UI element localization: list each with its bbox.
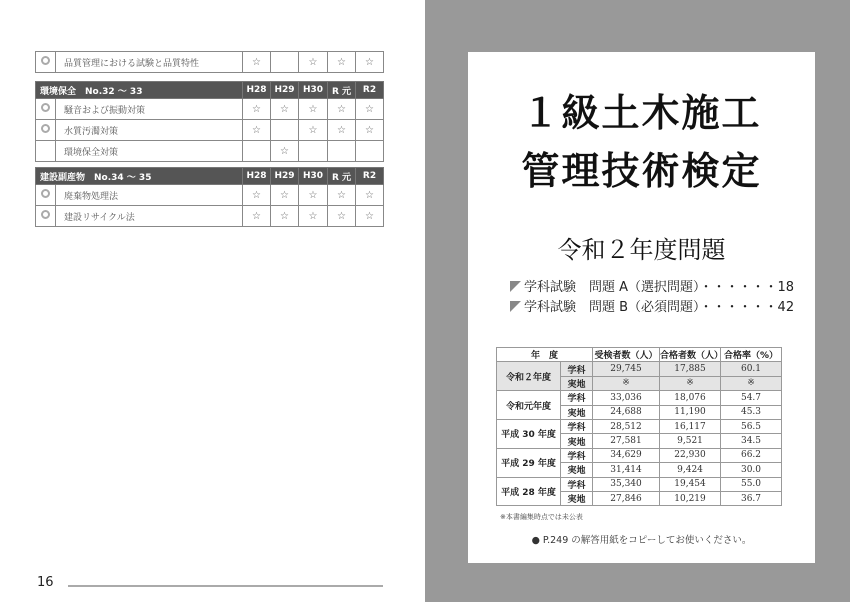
table-row [497, 362, 782, 376]
year-header: H28 [243, 82, 271, 99]
star-icon: ☆ [337, 124, 346, 136]
star-cell [243, 99, 271, 120]
table-row [497, 419, 782, 433]
year-cell: 平成 28 年度 [497, 477, 561, 506]
section-header [36, 168, 384, 185]
star-icon: ☆ [365, 124, 374, 136]
year-header: R2 [356, 82, 384, 99]
topic-table [35, 51, 384, 73]
passed-cell: 19,454 [660, 477, 721, 491]
examinees-cell: 31,414 [593, 463, 660, 477]
kind-cell: 実地 [561, 463, 593, 477]
star-cell [356, 52, 384, 73]
toc-label: 学科試験 問題 A（選択問題）・・・・・・18 [524, 280, 795, 295]
header-cell: 受検者数（人） [593, 348, 660, 362]
star-cell [328, 120, 356, 141]
rate-cell: 60.1 [721, 362, 782, 376]
star-cell [328, 185, 356, 206]
star-icon: ☆ [280, 189, 289, 201]
year-cell: 平成 30 年度 [497, 419, 561, 448]
star-cell [299, 52, 328, 73]
header-cell: 合格者数（人） [660, 348, 721, 362]
star-icon: ☆ [280, 103, 289, 115]
star-icon: ☆ [308, 124, 318, 136]
table-header [497, 348, 782, 362]
star-cell [328, 99, 356, 120]
star-icon: ☆ [252, 124, 261, 136]
circle-mark-icon [41, 189, 50, 198]
topic-title: 廃棄物処理法 [56, 185, 243, 206]
kind-cell: 実地 [561, 491, 593, 505]
examinees-cell: ※ [593, 376, 660, 390]
kind-cell: 学科 [561, 448, 593, 462]
section-header [36, 82, 384, 99]
star-cell [299, 206, 328, 227]
rate-cell: ※ [721, 376, 782, 390]
examinees-cell: 28,512 [593, 419, 660, 433]
topic-table [35, 167, 384, 227]
star-cell [356, 185, 384, 206]
section-title: 建設副産物 No.34 ～ 35 [36, 168, 243, 185]
table-row [497, 448, 782, 462]
toc-label: 学科試験 問題 B（必須問題）・・・・・・42 [524, 300, 795, 315]
star-cell [299, 99, 328, 120]
mark-cell [36, 120, 56, 141]
year-cell: 令和２年度 [497, 362, 561, 391]
passed-cell: 10,219 [660, 491, 721, 505]
header-cell: 合格率（%） [721, 348, 782, 362]
topic-row [36, 52, 384, 73]
star-icon: ☆ [252, 210, 261, 222]
topic-row [36, 120, 384, 141]
passed-cell: 22,930 [660, 448, 721, 462]
passed-cell: ※ [660, 376, 721, 390]
star-icon: ☆ [337, 56, 346, 68]
rate-cell: 54.7 [721, 391, 782, 405]
mark-cell [36, 99, 56, 120]
star-cell [356, 99, 384, 120]
topic-title: 環境保全対策 [56, 141, 243, 162]
star-cell [243, 185, 271, 206]
star-cell [243, 206, 271, 227]
table-row [497, 477, 782, 491]
topic-row [36, 206, 384, 227]
subtitle: 令和２年度問題 [557, 236, 726, 264]
star-cell [271, 141, 299, 162]
star-cell [243, 52, 271, 73]
star-cell [299, 141, 328, 162]
mark-cell [36, 52, 56, 73]
rate-cell: 45.3 [721, 405, 782, 419]
title-line-2: 管理技術検定 [521, 149, 762, 193]
star-cell [356, 206, 384, 227]
passed-cell: 17,885 [660, 362, 721, 376]
star-cell [271, 185, 299, 206]
kind-cell: 実地 [561, 376, 593, 390]
rate-cell: 36.7 [721, 491, 782, 505]
star-cell [328, 206, 356, 227]
examinees-cell: 34,629 [593, 448, 660, 462]
rate-cell: 55.0 [721, 477, 782, 491]
copy-note: ● P.249 の解答用紙をコピーしてお使いください。 [531, 535, 752, 546]
star-cell [299, 185, 328, 206]
toc-item [510, 276, 810, 295]
year-header: H30 [299, 82, 328, 99]
header-cell: 年 度 [497, 348, 593, 362]
passed-cell: 9,521 [660, 434, 721, 448]
star-cell [356, 141, 384, 162]
star-icon: ☆ [365, 189, 374, 201]
star-icon: ☆ [365, 210, 374, 222]
star-icon: ☆ [252, 103, 261, 115]
right-page [425, 0, 850, 602]
kind-cell: 実地 [561, 405, 593, 419]
topic-row [36, 141, 384, 162]
page-number: 16 [37, 575, 54, 590]
year-header: H28 [243, 168, 271, 185]
star-icon: ☆ [280, 210, 289, 222]
star-cell [299, 120, 328, 141]
year-cell: 令和元年度 [497, 391, 561, 420]
circle-mark-icon [41, 56, 50, 65]
kind-cell: 学科 [561, 362, 593, 376]
examinees-cell: 24,688 [593, 405, 660, 419]
rate-cell: 56.5 [721, 419, 782, 433]
year-header: R2 [356, 168, 384, 185]
topic-title: 品質管理における試験と品質特性 [56, 52, 243, 73]
star-cell [271, 99, 299, 120]
circle-mark-icon [41, 103, 50, 112]
year-cell: 平成 29 年度 [497, 448, 561, 477]
star-icon: ☆ [337, 189, 346, 201]
star-cell [243, 120, 271, 141]
star-cell [271, 206, 299, 227]
star-icon: ☆ [337, 210, 346, 222]
table-note: ※本書編集時点では未公表 [500, 513, 583, 521]
year-header: R 元 [328, 82, 356, 99]
passed-cell: 9,424 [660, 463, 721, 477]
topic-row [36, 99, 384, 120]
topic-title: 騒音および振動対策 [56, 99, 243, 120]
passed-cell: 11,190 [660, 405, 721, 419]
section-title: 環境保全 No.32 ～ 33 [36, 82, 243, 99]
star-cell [356, 120, 384, 141]
examinees-cell: 29,745 [593, 362, 660, 376]
circle-mark-icon [41, 210, 50, 219]
star-icon: ☆ [308, 210, 318, 222]
star-icon: ☆ [252, 56, 261, 68]
star-icon: ☆ [365, 103, 374, 115]
mark-cell [36, 185, 56, 206]
rate-cell: 66.2 [721, 448, 782, 462]
star-cell [271, 52, 299, 73]
kind-cell: 学科 [561, 477, 593, 491]
toc-item [510, 296, 810, 315]
star-icon: ☆ [365, 56, 374, 68]
triangle-icon [510, 301, 521, 312]
mark-cell [36, 206, 56, 227]
title-card [468, 52, 815, 563]
star-icon: ☆ [308, 56, 318, 68]
star-icon: ☆ [337, 103, 346, 115]
mark-cell [36, 141, 56, 162]
star-icon: ☆ [280, 145, 289, 157]
triangle-icon [510, 281, 521, 292]
rate-cell: 30.0 [721, 463, 782, 477]
year-header: H29 [271, 82, 299, 99]
pass-rate-table [496, 347, 782, 506]
examinees-cell: 35,340 [593, 477, 660, 491]
star-icon: ☆ [308, 103, 318, 115]
circle-mark-icon [41, 124, 50, 133]
passed-cell: 18,076 [660, 391, 721, 405]
topic-table [35, 81, 384, 162]
kind-cell: 学科 [561, 419, 593, 433]
table-row [497, 391, 782, 405]
examinees-cell: 27,581 [593, 434, 660, 448]
examinees-cell: 27,846 [593, 491, 660, 505]
star-cell [243, 141, 271, 162]
topic-title: 水質汚濁対策 [56, 120, 243, 141]
topic-row [36, 185, 384, 206]
kind-cell: 実地 [561, 434, 593, 448]
topic-title: 建設リサイクル法 [56, 206, 243, 227]
star-icon: ☆ [308, 189, 318, 201]
year-header: R 元 [328, 168, 356, 185]
star-icon: ☆ [252, 189, 261, 201]
year-header: H29 [271, 168, 299, 185]
star-cell [271, 120, 299, 141]
title-line-1: １級土木施工 [521, 91, 762, 135]
rate-cell: 34.5 [721, 434, 782, 448]
kind-cell: 学科 [561, 391, 593, 405]
passed-cell: 16,117 [660, 419, 721, 433]
year-header: H30 [299, 168, 328, 185]
star-cell [328, 52, 356, 73]
examinees-cell: 33,036 [593, 391, 660, 405]
star-cell [328, 141, 356, 162]
footer-rule [68, 585, 383, 587]
